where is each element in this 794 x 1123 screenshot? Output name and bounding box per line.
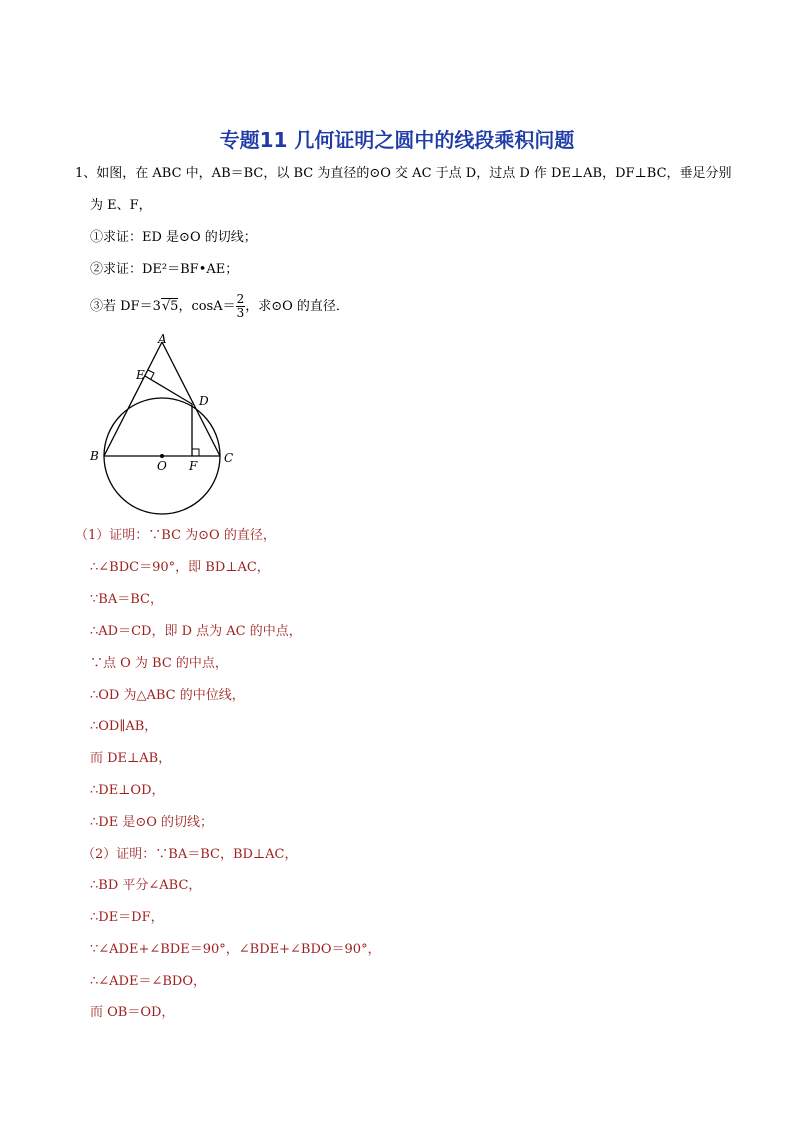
- solution-line: ∵点 O 为 BC 的中点，: [90, 656, 228, 671]
- label-o: O: [157, 459, 167, 473]
- right-angle-f: [192, 449, 199, 456]
- solution-line: ∴∠ADE＝∠BDO，: [90, 974, 206, 989]
- problem-number: 1、: [75, 166, 97, 181]
- solution-line: 而 DE⊥AB，: [90, 751, 172, 766]
- solution-line: ∴DE＝DF，: [90, 910, 164, 925]
- label-b: B: [90, 449, 99, 463]
- q3-mid: ，cosA＝: [178, 299, 236, 314]
- solution-line: 而 OB＝OD，: [90, 1005, 175, 1020]
- label-d: D: [199, 394, 209, 408]
- label-f: F: [189, 459, 198, 473]
- solution-line: ∴DE⊥OD，: [90, 783, 165, 798]
- fraction-numerator: 2: [236, 292, 245, 306]
- question-2: ②求证：DE²＝BF•AE；: [90, 262, 239, 277]
- question-3: [90, 292, 349, 322]
- solution-line: ∴OD 为△ABC 的中位线，: [90, 688, 245, 703]
- solution-line: ∴AD＝CD，即 D 点为 AC 的中点，: [90, 624, 302, 639]
- solution-line: ∴DE 是⊙O 的切线；: [90, 815, 213, 830]
- label-e: E: [136, 368, 145, 382]
- page-title: 专题11 几何证明之圆中的线段乘积问题: [219, 128, 575, 152]
- question-1: ①求证：ED 是⊙O 的切线；: [90, 230, 257, 245]
- fraction-2-3: [236, 293, 246, 320]
- geometry-figure: [85, 330, 255, 515]
- q3-prefix: ③若 DF＝3: [90, 299, 161, 314]
- label-c: C: [224, 451, 234, 465]
- label-a: A: [158, 332, 167, 346]
- problem-stem-line1: [75, 166, 732, 182]
- solution-line: ∴OD∥AB，: [90, 719, 158, 734]
- center-dot: [160, 454, 164, 458]
- q3-suffix: ，求⊙O 的直径．: [245, 299, 349, 314]
- solution-line: ∴∠BDC＝90°，即 BD⊥AC，: [90, 560, 270, 575]
- sqrt-radicand: 5: [170, 299, 179, 314]
- solution-line: （1）证明：∵BC 为⊙O 的直径，: [75, 528, 276, 543]
- solution-line: （2）证明：∵BA＝BC，BD⊥AC，: [82, 847, 298, 862]
- segment-de: [145, 376, 192, 404]
- fraction-denominator: 3: [236, 306, 245, 320]
- solution-line: ∵∠ADE+∠BDE＝90°，∠BDE+∠BDO＝90°，: [90, 942, 381, 957]
- problem-stem-text: 如图，在 ABC 中，AB＝BC，以 BC 为直径的⊙O 交 AC 于点 D，过点 D 作 DE⊥AB，DF⊥BC，垂足分别: [96, 166, 732, 181]
- solution-line: ∴BD 平分∠ABC，: [90, 878, 202, 893]
- sqrt-5: √5: [161, 299, 179, 314]
- problem-stem-line2: 为 E、F，: [90, 198, 152, 213]
- solution-line: ∵BA＝BC，: [90, 592, 163, 607]
